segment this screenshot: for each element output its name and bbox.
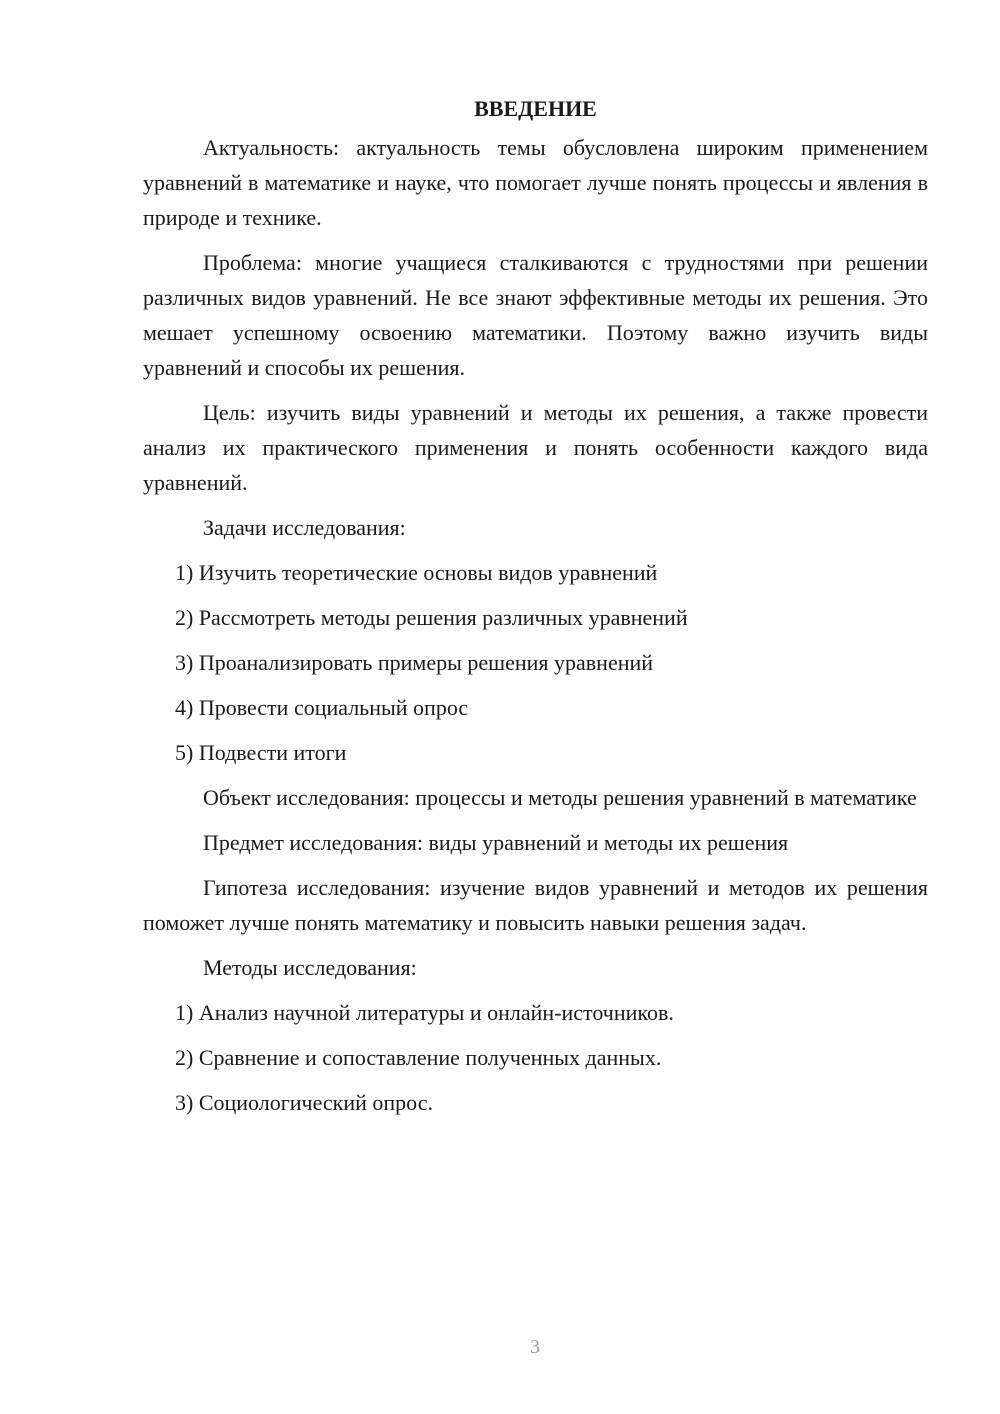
page-number: 3: [530, 1336, 540, 1358]
methods-heading: Методы исследования:: [203, 955, 417, 980]
section-title: ВВЕДЕНИЕ: [474, 96, 597, 121]
problem-paragraph: Проблема: многие учащиеся сталкиваются с трудностями при решении различных видов уравнений. Не все знают эффективные методы их решения. Это мешает успешному освоению математики. Поэтому важно изучить виды уравнений и способы их решения.: [143, 250, 928, 380]
goal-paragraph: Цель: изучить виды уравнений и методы их решения, а также провести анализ их практического применения и понять особенности каждого вида уравнений.: [143, 400, 928, 495]
task-item: 2) Рассмотреть методы решения различных уравнений: [175, 605, 688, 630]
method-item: 1) Анализ научной литературы и онлайн-источников.: [175, 1000, 674, 1025]
tasks-heading: Задачи исследования:: [203, 515, 406, 540]
actuality-paragraph: Актуальность: актуальность темы обусловлена широким применением уравнений в математике и науке, что помогает лучше понять процессы и явления в природе и технике.: [143, 135, 928, 230]
subject-paragraph: Предмет исследования: виды уравнений и методы их решения: [203, 830, 789, 855]
page-content: [143, 92, 928, 1130]
task-item: 3) Проанализировать примеры решения уравнений: [175, 650, 654, 675]
object-paragraph: Объект исследования: процессы и методы решения уравнений в математике: [203, 785, 917, 810]
task-item: 1) Изучить теоретические основы видов уравнений: [175, 560, 658, 585]
method-item: 2) Сравнение и сопоставление полученных данных.: [175, 1045, 662, 1070]
task-item: 4) Провести социальный опрос: [175, 695, 469, 720]
tasks-list: [143, 555, 928, 770]
hypothesis-paragraph: Гипотеза исследования: изучение видов уравнений и методов их решения поможет лучше понять математику и повысить навыки решения задач.: [143, 875, 928, 935]
method-item: 3) Социологический опрос.: [175, 1090, 433, 1115]
task-item: 5) Подвести итоги: [175, 740, 347, 765]
methods-list: [143, 995, 928, 1120]
